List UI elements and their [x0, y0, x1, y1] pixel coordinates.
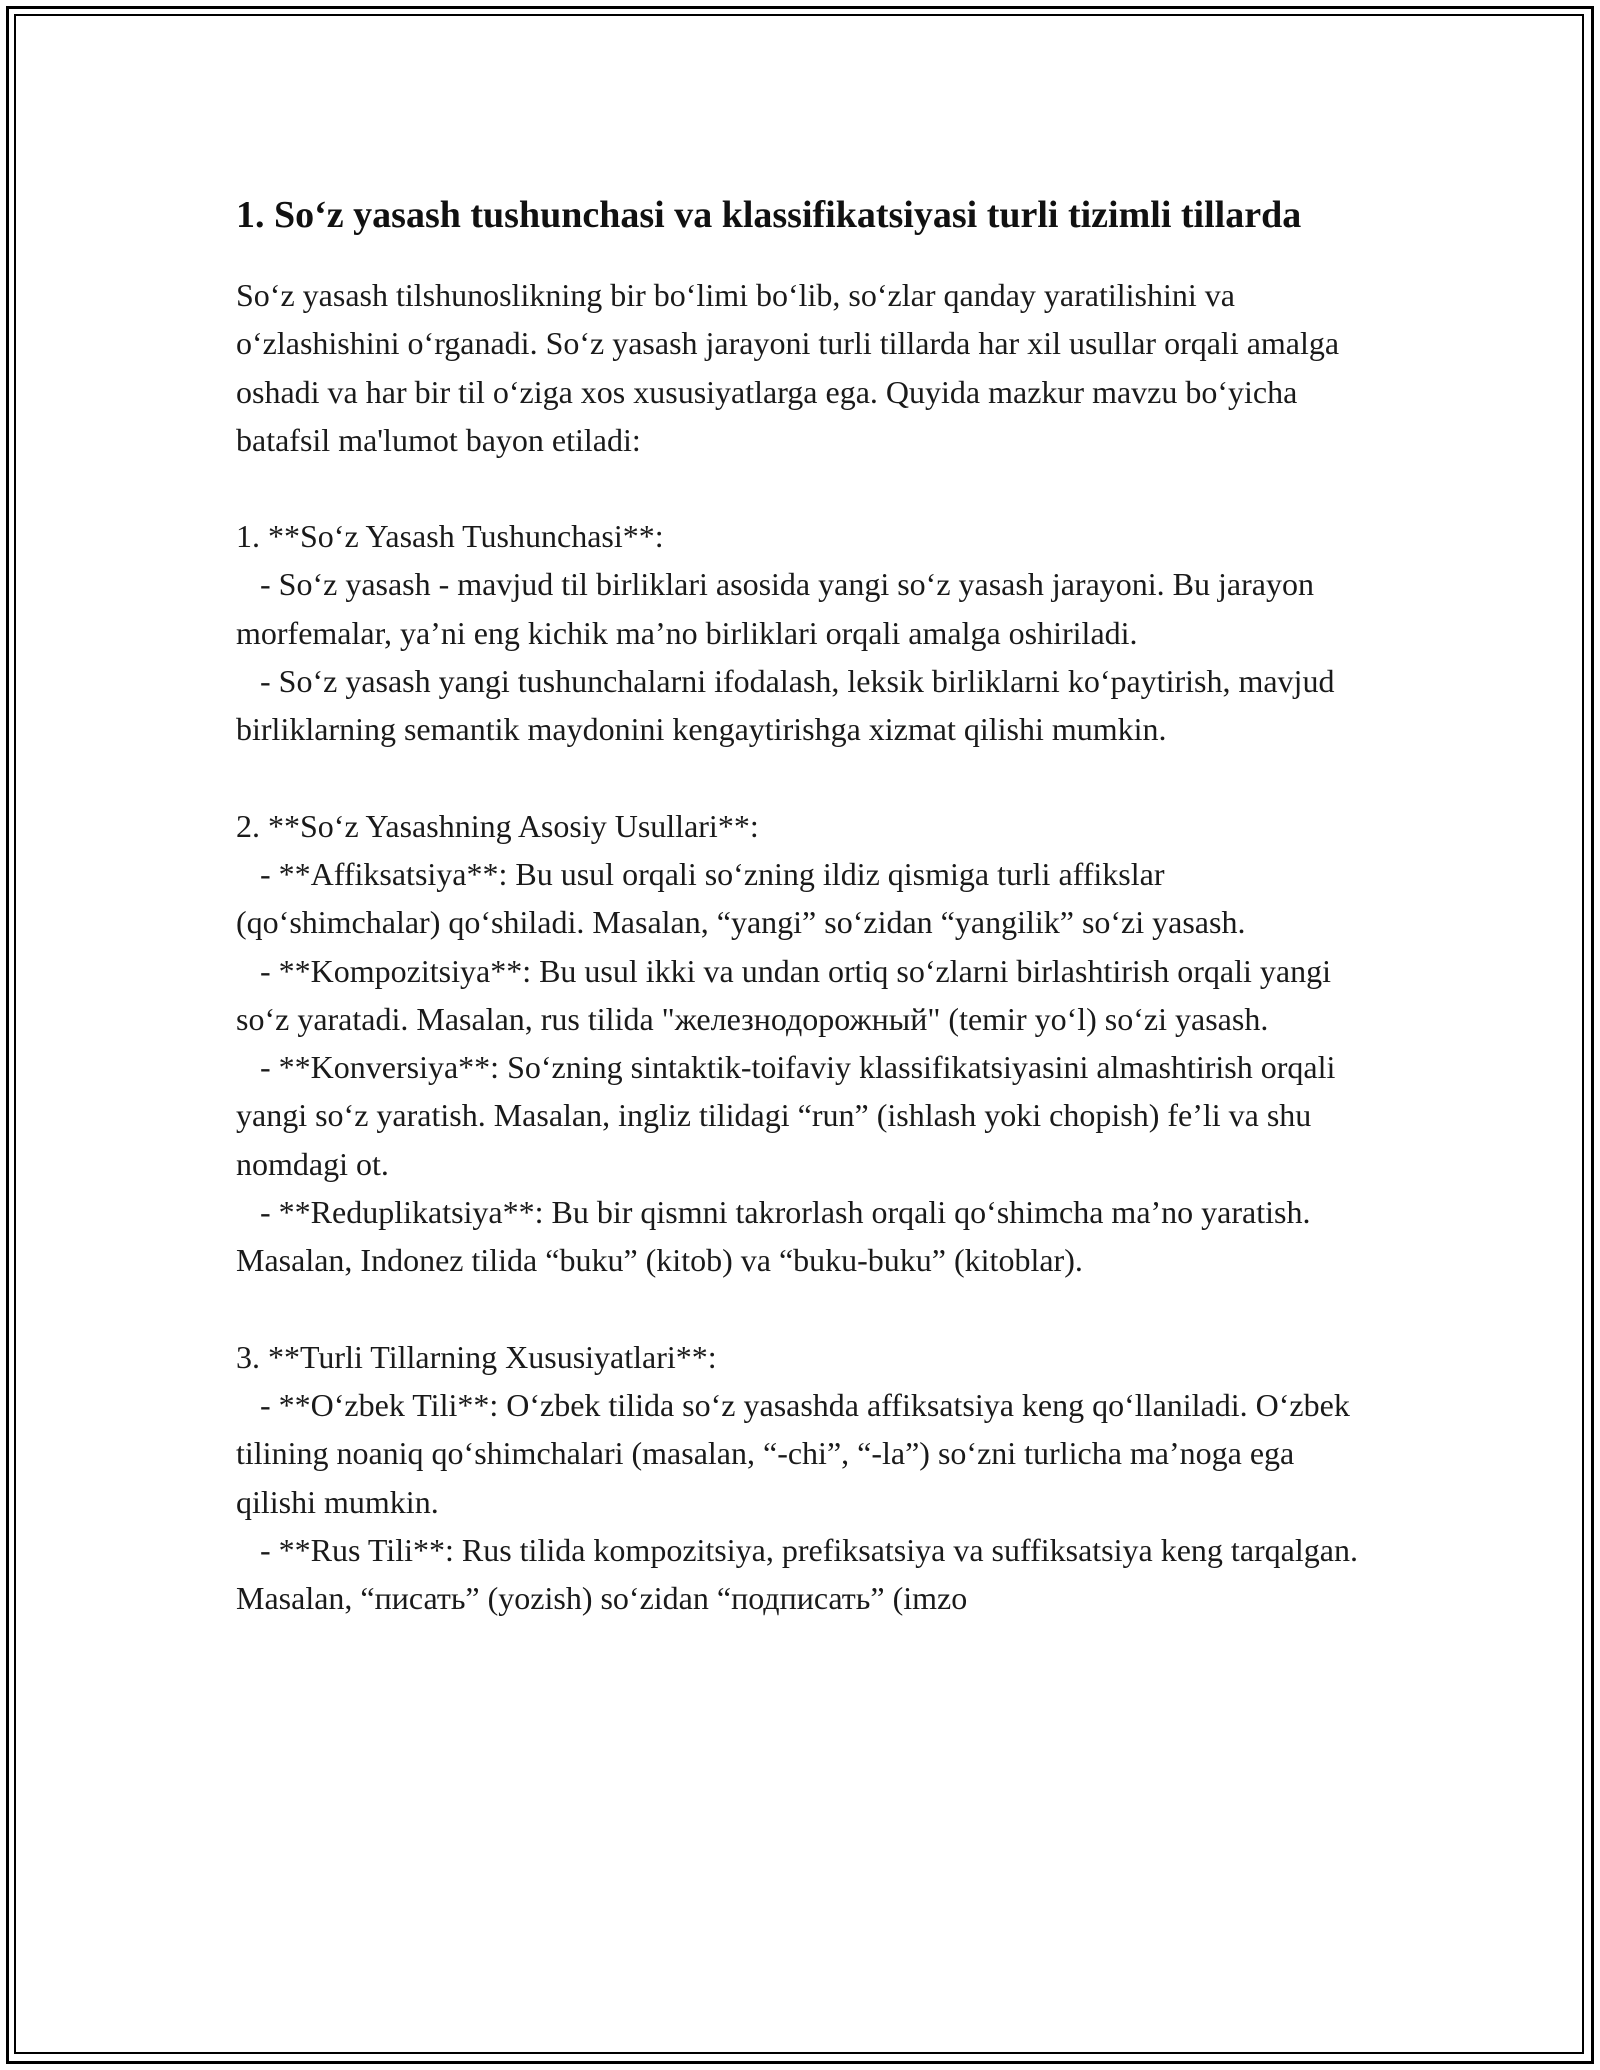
list-item: - **Reduplikatsiya**: Bu bir qismni takrorlash orqali qo‘shimcha ma’no yaratish. Masalan, Indonez tilida “buku” (kitob) va “buku-buku” (kitoblar).: [236, 1194, 1319, 1279]
section-3: [236, 1333, 1376, 1623]
list-item: - **Rus Tili**: Rus tilida kompozitsiya, prefiksatsiya va suffiksatsiya keng tarqalgan. Masalan, “писать” (yozish) so‘zidan “подписать” (imzo: [236, 1531, 1366, 1617]
intro-paragraph: So‘z yasash tilshunoslikning bir bo‘limi bo‘lib, so‘zlar qanday yaratilishini va o‘zlashishini o‘rganadi. So‘z yasash jarayoni turli tillarda har xil usullar orqali amalga oshadi va har bir til o‘ziga xos xususiyatlarga ega. Quyida mazkur mavzu bo‘yicha batafsil ma'lumot bayon etiladi:: [236, 277, 1340, 458]
section-heading: 1. **So‘z Yasash Tushunchasi**:: [236, 518, 664, 555]
list-item: - So‘z yasash - mavjud til birliklari asosida yangi so‘z yasash jarayoni. Bu jarayon morfemalar, ya’ni eng kichik ma’no birliklari orqali amalga oshiriladi.: [236, 566, 1322, 651]
list-item: - So‘z yasash yangi tushunchalarni ifodalash, leksik birliklarni ko‘paytirish, mavjud birliklarning semantik maydonini kengaytirishga xizmat qilishi mumkin.: [236, 663, 1343, 748]
document-page: [236, 188, 1376, 1622]
section-heading: 3. **Turli Tillarning Xususiyatlari**:: [236, 1338, 717, 1375]
document-title: 1. So‘z yasash tushunchasi va klassifikatsiyasi turli tizimli tillarda: [236, 194, 1302, 236]
list-item: - **Konversiya**: So‘zning sintaktik-toifaviy klassifikatsiyasini almashtirish orqali yangi so‘z yaratish. Masalan, ingliz tilidagi “run” (ishlash yoki chopish) fe’li va shu nomdagi ot.: [236, 1049, 1344, 1182]
list-item: - **Kompozitsiya**: Bu usul ikki va undan ortiq so‘zlarni birlashtirish orqali yangi so‘z yaratadi. Masalan, rus tilida "железнодорожный" (temir yo‘l) so‘zi yasash.: [236, 952, 1339, 1037]
section-1: [236, 512, 1376, 753]
section-heading: 2. **So‘z Yasashning Asosiy Usullari**:: [236, 807, 759, 844]
list-item: - **O‘zbek Tili**: O‘zbek tilida so‘z yasashda affiksatsiya keng qo‘llaniladi. O‘zbek tilining noaniq qo‘shimchalari (masalan, “-chi”, “-la”) so‘zni turlicha ma’noga ega qilishi mumkin.: [236, 1386, 1358, 1520]
section-2: [236, 802, 1376, 1285]
list-item: - **Affiksatsiya**: Bu usul orqali so‘zning ildiz qismiga turli affikslar (qo‘shimchalar) qo‘shiladi. Masalan, “yangi” so‘zidan “yangilik” so‘zi yasash.: [236, 855, 1246, 941]
